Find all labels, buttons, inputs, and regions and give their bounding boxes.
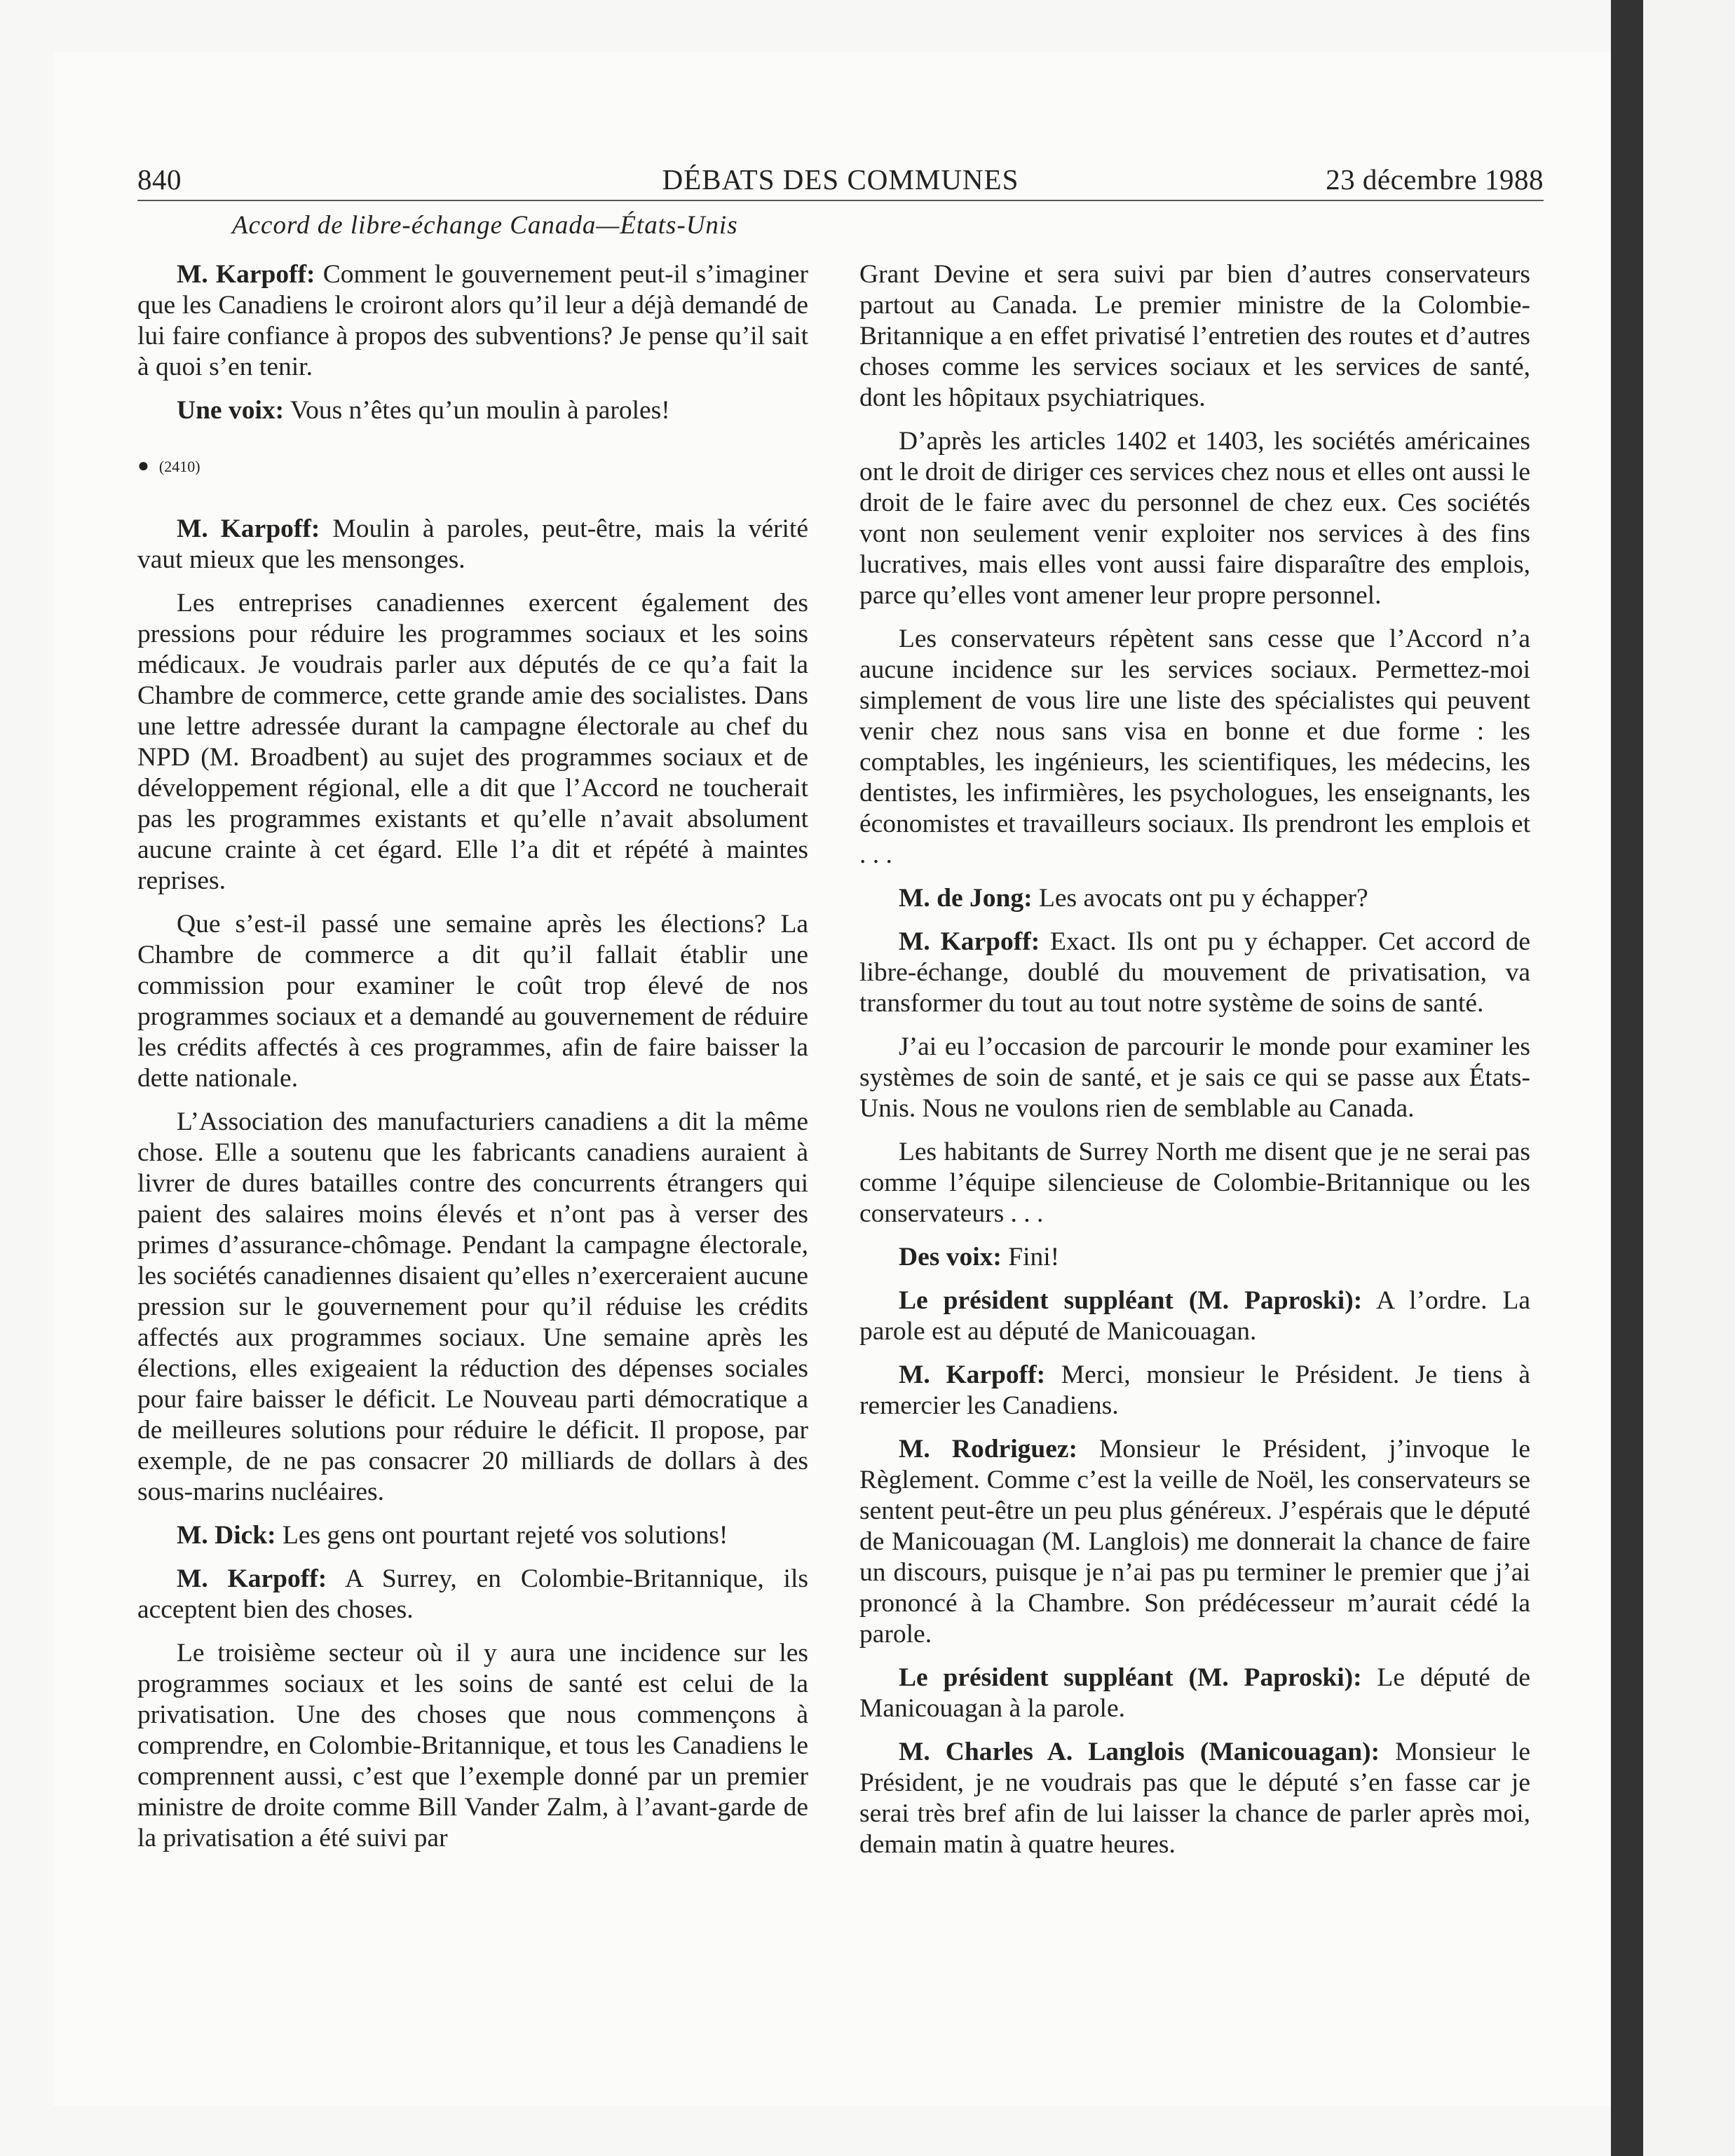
speech-text: Le député de Manicouagan à la parole. xyxy=(859,1663,1530,1723)
paragraph: Les habitants de Surrey North me disent que je ne serai pas comme l’équipe silencieuse de Colombie-Britannique ou les conservateurs . . . xyxy=(859,1138,1530,1228)
issue-date: 23 décembre 1988 xyxy=(1326,163,1544,196)
speaker-name: M. Karpoff: xyxy=(177,260,315,289)
paragraph: J’ai eu l’occasion de parcourir le monde pour examiner les systèmes de soin de santé, et je sais ce qui se passe aux États-Unis. Nous ne voulons rien de semblable au Canada. xyxy=(859,1032,1530,1123)
paragraph: Le troisième secteur où il y aura une incidence sur les programmes sociaux et les soins de santé est celui de la privatisation. Une des choses que nous commençons à comprendre, en Colombie-Britannique, et tous les Canadiens le comprennent aussi, c’est que l’exemple donné par un premier ministre de droite comme Bill Vander Zalm, à l’avant-garde de la privatisation a été suivi par xyxy=(137,1639,808,1853)
paragraph xyxy=(137,1520,808,1551)
paragraph xyxy=(137,514,808,575)
paragraph xyxy=(859,1285,1530,1347)
speaker-name: M. Charles A. Langlois (Manicouagan): xyxy=(899,1738,1380,1766)
right-column xyxy=(859,259,1530,1873)
page-number: 840 xyxy=(137,163,182,196)
time-marker-text: (2410) xyxy=(158,458,200,475)
publication-title: DÉBATS DES COMMUNES xyxy=(662,163,1019,196)
speech-text: Fini! xyxy=(1001,1243,1060,1271)
speech-text: Merci, monsieur le Président. Je tiens à remercier les Canadiens. xyxy=(859,1360,1530,1420)
bullet-icon: ● xyxy=(137,455,149,477)
paragraph xyxy=(859,927,1530,1019)
scan-margin xyxy=(1643,0,1735,2156)
speech-text: Monsieur le Président, je ne voudrais pas que le député s’en fasse car je serai très bref afin de lui laisser la chance de parler après moi, demain matin à quatre heures. xyxy=(859,1738,1530,1859)
paragraph: Les entreprises canadiennes exercent également des pressions pour réduire les programmes sociaux et les soins médicaux. Je voudrais parler aux députés de ce qu’a fait la Chambre de commerce, cette grande amie des socialistes. Dans une lettre adressée durant la campagne électorale au chef du NPD (M. Broadbent) au sujet des programmes sociaux et de développement régional, elle a dit que l’Accord ne toucherait pas les programmes existants et qu’elle n’avait absolument aucune crainte à cet égard. Elle l’a dit et répété à maintes reprises. xyxy=(137,589,808,895)
section-subhead: Accord de libre-échange Canada—États-Unis xyxy=(232,211,738,240)
speaker-name: Des voix: xyxy=(899,1243,1002,1271)
speaker-name: Une voix: xyxy=(177,396,285,425)
paragraph xyxy=(859,883,1530,914)
speaker-name: M. Rodriguez: xyxy=(899,1435,1077,1464)
speaker-name: M. Dick: xyxy=(177,1521,276,1550)
speaker-name: M. Karpoff: xyxy=(899,927,1040,956)
paragraph: L’Association des manufacturiers canadiens a dit la même chose. Elle a soutenu que les fabricants canadiens auraient à livrer de dures batailles contre des concurrents étrangers qui paient des salaires moins élevés et n’ont pas à verser des primes d’assurance-chômage. Pendant la campagne électorale, les sociétés canadiennes disaient qu’elles n’exerceraient aucune pression sur le gouvernement pour qu’il réduise les crédits affectés aux programmes sociaux. Une semaine après les élections, elles exigeaient la réduction des dépenses sociales pour faire baisser le déficit. Le Nouveau parti démocratique a de meilleures solutions pour réduire le déficit. Il propose, par exemple, de ne pas consacrer 20 milliards de dollars à des sous-marins nucléaires. xyxy=(137,1107,808,1506)
paragraph: Que s’est-il passé une semaine après les élections? La Chambre de commerce a dit qu’il fallait établir une commission pour examiner le coût trop élevé de nos programmes sociaux et a demandé au gouvernement de réduire les crédits affectés à ces programmes, afin de faire baisser la dette nationale. xyxy=(137,910,808,1093)
paragraph xyxy=(859,1434,1530,1650)
paragraph xyxy=(137,259,808,383)
paragraph: Les conservateurs répètent sans cesse que l’Accord n’a aucune incidence sur les services sociaux. Permettez-moi simplement de vous lire une liste des spécialistes qui peuvent venir chez nous sans visa en bonne et due forme : les comptables, les ingénieurs, les scientifiques, les médecins, les dentistes, les infirmières, les psychologues, les enseignants, les économistes et travailleurs sociaux. Ils prendront les emplois et . . . xyxy=(859,625,1530,869)
paragraph xyxy=(859,1663,1530,1724)
speech-text: Comment le gouvernement peut-il s’imaginer que les Canadiens le croiront alors qu’il leur a déjà demandé de lui faire confiance à propos des subventions? Je pense qu’il sait à quoi s’en tenir. xyxy=(137,260,808,381)
speech-text: Exact. Ils ont pu y échapper. Cet accord de libre-échange, doublé du mouvement de privatisation, va transformer du tout au tout notre système de soins de santé. xyxy=(859,927,1530,1018)
speech-text: A Surrey, en Colombie-Britannique, ils acceptent bien des choses. xyxy=(137,1564,808,1624)
speech-text: A l’ordre. La parole est au député de Manicouagan. xyxy=(859,1286,1530,1346)
speaker-name: M. Karpoff: xyxy=(899,1360,1046,1389)
scan-edge-bar xyxy=(1611,0,1643,2156)
paragraph xyxy=(859,1360,1530,1421)
speech-text: Moulin à paroles, peut-être, mais la vérité vaut mieux que les mensonges. xyxy=(137,514,808,574)
paragraph xyxy=(859,1242,1530,1273)
paragraph xyxy=(137,395,808,426)
paragraph: Grant Devine et sera suivi par bien d’autres conservateurs partout au Canada. Le premier ministre de la Colombie-Britannique a en effet privatisé l’entretien des routes et d’autres choses comme les services sociaux et les services de santé, dont les hôpitaux psychiatriques. xyxy=(859,260,1530,412)
time-marker xyxy=(137,456,808,477)
speaker-name: M. Karpoff: xyxy=(177,514,320,543)
left-column xyxy=(137,210,808,1867)
speech-text: Les gens ont pourtant rejeté vos solutions! xyxy=(275,1521,728,1550)
speaker-name: Le président suppléant (M. Paproski): xyxy=(899,1286,1363,1315)
speech-text: Les avocats ont pu y échapper? xyxy=(1032,884,1368,913)
speaker-name: M. Karpoff: xyxy=(177,1564,327,1593)
header-rule xyxy=(137,200,1544,201)
paragraph xyxy=(137,1564,808,1625)
speech-text: Monsieur le Président, j’invoque le Règlement. Comme c’est la veille de Noël, les conservateurs se sentent peut-être un peu plus généreux. J’espérais que le député de Manicouagan (M. Langlois) me donnerait la chance de faire un discours, puisque je n’ai pas pu terminer le premier que j’ai prononcé à la Chambre. Son prédécesseur m’aurait cédé la parole. xyxy=(859,1435,1530,1649)
speaker-name: Le président suppléant (M. Paproski): xyxy=(899,1663,1362,1692)
speech-text: Vous n’êtes qu’un moulin à paroles! xyxy=(284,396,670,425)
paragraph: D’après les articles 1402 et 1403, les sociétés américaines ont le droit de diriger ces services chez nous et elles ont aussi le droit de le faire avec du personnel de chez eux. Ces sociétés vont non seulement venir exploiter nos services à des fins lucratives, mais elles vont aussi faire disparaître des emplois, parce qu’elles vont amener leur propre personnel. xyxy=(859,427,1530,610)
running-header xyxy=(137,163,1544,205)
speaker-name: M. de Jong: xyxy=(899,884,1033,913)
paragraph xyxy=(859,1737,1530,1860)
